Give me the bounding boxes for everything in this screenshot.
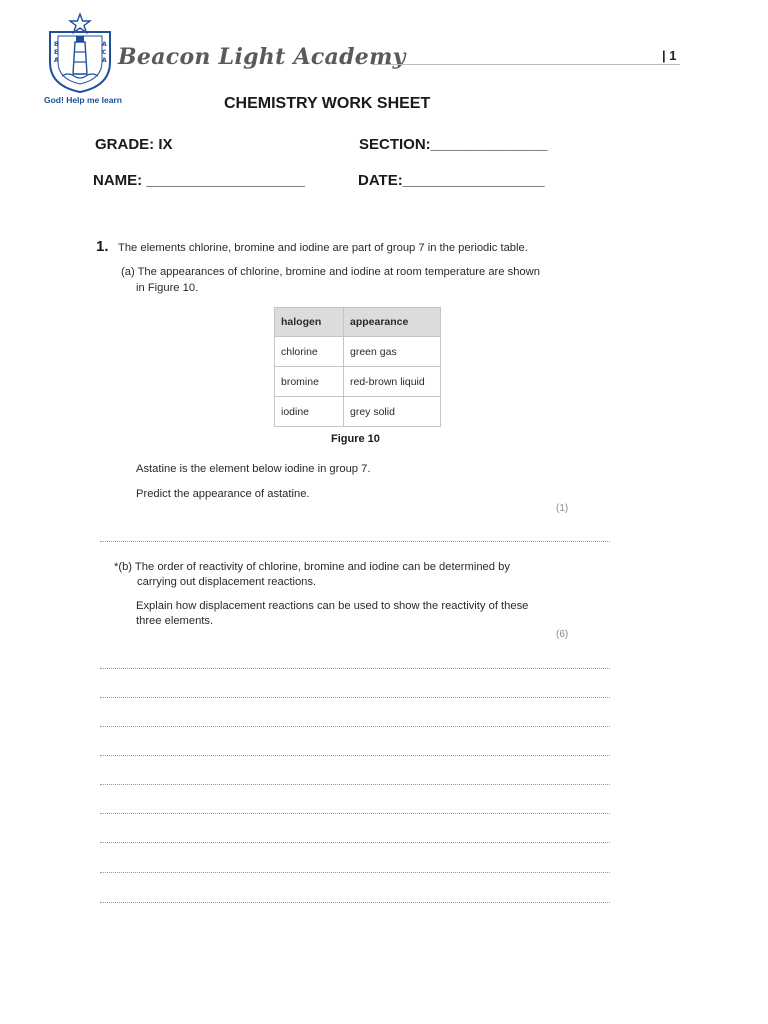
part-a-text-line1: (a) The appearances of chlorine, bromine and iodine at room temperature are shown [121, 266, 540, 278]
answer-line[interactable] [100, 755, 610, 756]
svg-text:E: E [54, 49, 59, 56]
table-cell: bromine [275, 367, 344, 397]
halogen-table [274, 307, 441, 427]
section-field[interactable]: SECTION:______________ [359, 136, 548, 153]
school-motto: God! Help me learn [44, 95, 122, 105]
lighthouse-crest-icon [44, 12, 116, 94]
date-field[interactable]: DATE:_________________ [358, 172, 545, 189]
part-b-prompt-line1: Explain how displacement reactions can be used to show the reactivity of these [136, 600, 529, 612]
table-header-row [275, 308, 441, 337]
worksheet-title: CHEMISTRY WORK SHEET [224, 95, 431, 112]
answer-line[interactable] [100, 842, 610, 843]
part-a-prompt: Predict the appearance of astatine. [136, 488, 310, 500]
academy-logo [44, 12, 116, 108]
grade-field: GRADE: IX [95, 136, 173, 153]
answer-line[interactable] [100, 902, 610, 903]
header-rule [372, 64, 680, 65]
table-cell: red-brown liquid [344, 367, 441, 397]
table-header: halogen [275, 308, 344, 337]
svg-text:C: C [102, 49, 107, 56]
svg-text:A: A [54, 57, 59, 64]
table-row [275, 337, 441, 367]
answer-line[interactable] [100, 872, 610, 873]
page-number: | 1 [662, 48, 677, 63]
part-b-text-line1: *(b) The order of reactivity of chlorine, bromine and iodine can be determined by [114, 561, 510, 573]
part-a-statement: Astatine is the element below iodine in group 7. [136, 463, 371, 475]
table-cell: green gas [344, 337, 441, 367]
part-a-marks: (1) [556, 503, 569, 514]
question-intro: The elements chlorine, bromine and iodine are part of group 7 in the periodic table. [118, 242, 528, 254]
part-a-text-line2: in Figure 10. [136, 282, 199, 294]
table-cell: chlorine [275, 337, 344, 367]
answer-line[interactable] [100, 697, 610, 698]
academy-name: Beacon Light Academy [118, 44, 406, 70]
answer-line[interactable] [100, 541, 610, 542]
figure-caption: Figure 10 [331, 433, 380, 445]
name-field[interactable]: NAME: ___________________ [93, 172, 305, 189]
part-b-marks: (6) [556, 629, 569, 640]
table-row [275, 367, 441, 397]
answer-line[interactable] [100, 726, 610, 727]
answer-line[interactable] [100, 668, 610, 669]
answer-line[interactable] [100, 813, 610, 814]
part-b-text-line2: carrying out displacement reactions. [137, 576, 317, 588]
table-row [275, 397, 441, 427]
svg-text:A: A [102, 57, 107, 64]
part-b-prompt-line2: three elements. [136, 615, 214, 627]
table-cell: grey solid [344, 397, 441, 427]
answer-line[interactable] [100, 784, 610, 785]
svg-text:B: B [54, 41, 59, 48]
svg-text:A: A [102, 41, 107, 48]
question-number: 1. [96, 238, 109, 255]
table-header: appearance [344, 308, 441, 337]
table-cell: iodine [275, 397, 344, 427]
